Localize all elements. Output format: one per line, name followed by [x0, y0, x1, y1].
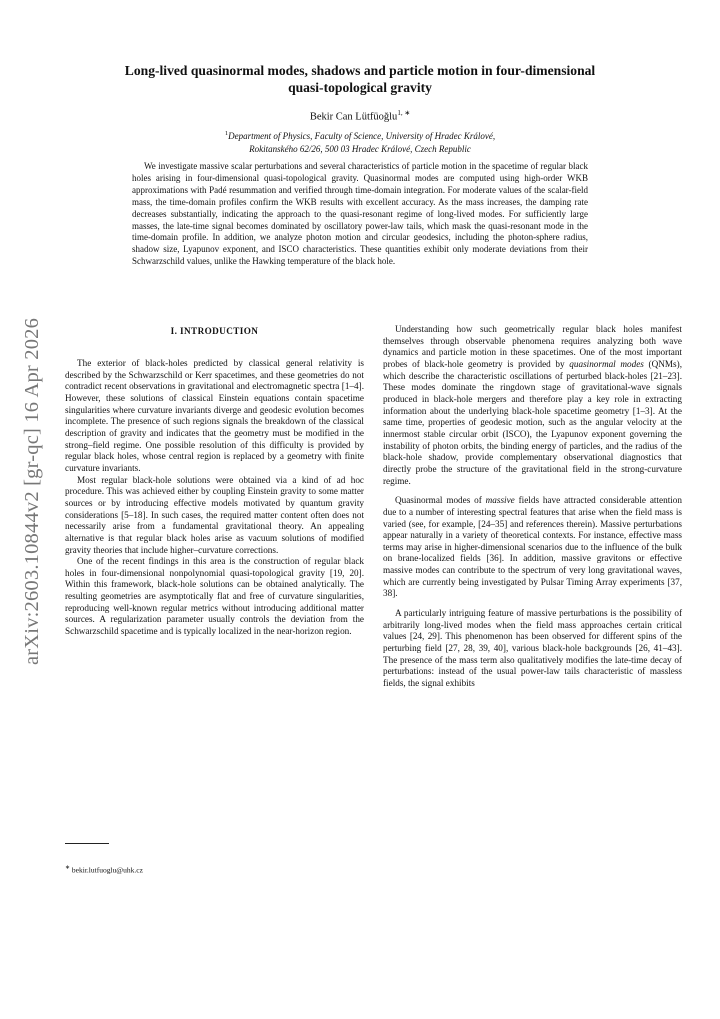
author-line — [70, 109, 650, 123]
right-paragraph-1 — [383, 324, 682, 487]
left-paragraph-2: Most regular black-hole solutions were obtained via a kind of ad hoc procedure. This was achieved either by coupling Einstein gravity to some matter sources or by introducing effective models motivated by quantum gravity considerations [5–18]. In such cases, the required matter content often does not necessarily arise from a fundamental gravitational theory. An appealing alternative is that regular black holes arise as vacuum solutions of modified gravity theories that include higher–curvature corrections. — [65, 474, 364, 555]
right-paragraph-3: A particularly intriguing feature of massive perturbations is the possibility of arbitrarily long-lived modes when the field mass approaches certain critical values [24, 29]. This phenomenon has been observed for different spins of the perturbing field [27, 28, 39, 40], various black-hole backgrounds [26, 41–43]. The presence of the mass term also qualitatively modifies the late-time decay of perturbations: instead of the usual power-law tails characteristic of massless fields, the signal exhibits — [383, 608, 682, 689]
arxiv-identifier-stamp — [18, 296, 48, 686]
footnote — [65, 864, 143, 875]
arxiv-identifier-text: arXiv:2603.10844v2 [gr-qc] 16 Apr 2026 — [21, 317, 44, 665]
right-paragraph-1-text-a: Understanding how such geometrically regular black holes manifest themselves through observable phenomena requires analyzing both wave dynamics and particle motion in these spacetimes. One of the most important probes of black-hole geometry is provided by — [383, 324, 682, 369]
affiliation — [90, 127, 630, 156]
left-column — [65, 324, 364, 638]
affiliation-line-2: Rokitanského 62/26, 500 03 Hradec Králové, Czech Republic — [249, 144, 471, 154]
paper-title — [70, 62, 650, 96]
author-marks: 1, ∗ — [397, 109, 411, 117]
section-heading-introduction: I. INTRODUCTION — [170, 326, 259, 336]
affiliation-mark: 1 — [224, 130, 229, 137]
abstract: We investigate massive scalar perturbations and several characteristics of particle motion in the spacetime of regular black holes arising in four-dimensional quasi-topological gravity. Quasinormal modes are computed using high-order WKB approximations with Padé resummation and verified through time-domain integration. For moderate values of the scalar-field mass, the time-domain profiles confirm the WKB results with excellent accuracy. As the mass increases, the damping rate decreases substantially, indicating the approach to the quasi-resonant regime of long-lived modes. For sufficiently large masses, the late-time signal becomes dominated by oscillatory power-law tails, which mask the quasi-resonant mode in the time-domain profile. In addition, we analyze photon motion and circular geodesics, including the photon-sphere radius, shadow size, Lyapunov exponent, and ISCO characteristics. These quantities exhibit only moderate deviations from their Schwarzschild values, unlike the Hawking temperature of the black hole. — [132, 161, 588, 267]
right-paragraph-2-emphasis: massive — [485, 495, 515, 506]
title-line-2: quasi-topological gravity — [288, 80, 432, 95]
left-paragraph-3: One of the recent findings in this area is the construction of regular black holes in four-dimensional nonpolynomial quasi-topological gravity [19, 20]. Within this framework, black-hole solutions can be obtained analytically. The resulting geometries are asymptotically flat and free of curvature singularities, reproducing well-known regular metrics without introducing additional matter sources. A regularization parameter usually controls the deviation from the Schwarzschild spacetime and is typically localized in the near-horizon region. — [65, 556, 364, 637]
right-paragraph-1-text-b: (QNMs), which describe the characteristic oscillations of perturbed black-holes [21–23]. These modes dominate the ringdown stage of gravitational-wave signals produced in black-hole mergers and therefore play a key role in extracting information about the underlying black-hole spacetime geometry [1–3]. At the same time, properties of geodesic motion, such as the angular velocity at the innermost stable circular orbit (ISCO), the Lyapunov exponent governing the instability of photon orbits, the binding energy of particles, and the radius of the black-hole shadow, provide complementary observational diagnostics that directly probe the structure of the gravitational field in the strong-curvature regime. — [383, 358, 682, 486]
affiliation-line-1: Department of Physics, Faculty of Science, University of Hradec Králové, — [228, 131, 496, 141]
title-line-1: Long-lived quasinormal modes, shadows and particle motion in four-dimensional — [124, 63, 596, 78]
footnote-rule — [65, 843, 109, 844]
author-name: Bekir Can Lütfüoğlu — [309, 111, 398, 123]
right-paragraph-1-emphasis: quasinormal modes — [569, 358, 644, 369]
right-column — [383, 324, 682, 690]
left-paragraph-1: The exterior of black-holes predicted by classical general relativity is described by the Schwarzschild or Kerr spacetimes, and these geometries do not contradict recent observations in gravitational and electromagnetic spectra [1–4]. However, these solutions of classical Einstein equations contain spacetime singularities where curvature invariants diverge and geodesic evolution becomes incomplete. The presence of such regions signals the breakdown of the classical description of gravity and indicates that the geometry must be modified in the strong–field regime. One possible resolution of this difficulty is provided by regular black holes, whose central region is replaced by a geometry with finite curvature invariants. — [65, 358, 364, 473]
right-paragraph-2 — [383, 495, 682, 600]
footnote-mark: ∗ — [65, 865, 71, 871]
right-paragraph-2-text-b: fields have attracted considerable attention due to a number of interesting spectral features that arise when the field mass is varied (see, for example, [24–35] and references therein). Massive perturbations appear naturally in a variety of theoretical contexts. For instance, effective mass terms may arise in higher-dimensional scenarios due to the influence of the bulk on brane-localized fields [36]. In addition, massive gravitons or effective massive modes can contribute to the spectrum of very long gravitational waves, which are currently being investigated by Pulsar Timing Array experiments [37, 38]. — [383, 495, 682, 599]
footnote-email-link[interactable]: bekir.lutfuoglu@uhk.cz — [71, 865, 143, 875]
right-paragraph-2-text-a: Quasinormal modes of — [395, 495, 486, 506]
